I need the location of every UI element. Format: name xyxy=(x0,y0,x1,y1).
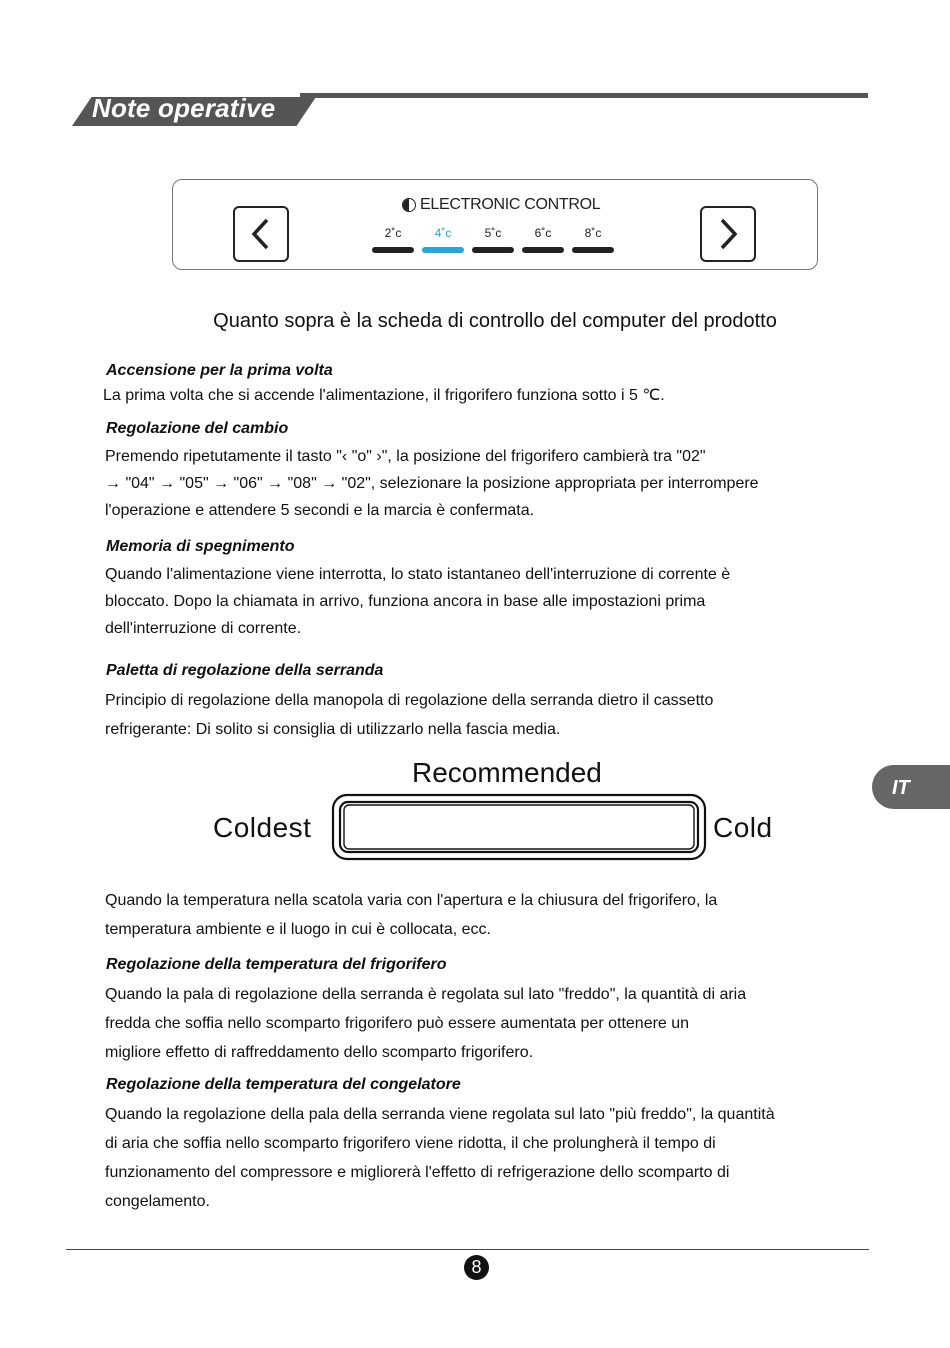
section-body-first-power xyxy=(103,382,833,409)
temp-bar xyxy=(472,247,514,253)
next-button[interactable] xyxy=(700,206,756,262)
temp-level-5[interactable] xyxy=(472,226,514,253)
section-title-first-power: Accensione per la prima volta xyxy=(106,362,333,379)
header-rule xyxy=(300,93,868,98)
temp-label: 2˚c xyxy=(384,226,402,240)
paragraph-line: funzionamento del compressore e migliorerà l'effetto di refrigerazione dello scomparto di xyxy=(105,1164,730,1181)
panel-caption: Quanto sopra è la scheda di controllo del computer del prodotto xyxy=(213,310,777,332)
section-body-freezer-temp xyxy=(105,1100,835,1216)
paragraph-line: La prima volta che si accende l'alimentazione, il frigorifero funziona sotto i 5 ℃. xyxy=(103,387,665,404)
paragraph-line: congelamento. xyxy=(105,1193,210,1210)
paragraph-line: fredda che soffia nello scomparto frigorifero può essere aumentata per ottenere un xyxy=(105,1015,690,1032)
section-title-damper: Paletta di regolazione della serranda xyxy=(106,662,384,679)
section-title-memory: Memoria di spegnimento xyxy=(106,538,295,555)
section-title-gear: Regolazione del cambio xyxy=(106,420,289,437)
section-body-after-damper xyxy=(105,886,835,944)
chevron-right-icon xyxy=(716,217,740,251)
paragraph-line: → "04" → "05" → "06" → "08" → "02", selezionare la posizione appropriata per interrompere xyxy=(105,475,759,492)
chevron-left-icon xyxy=(249,217,273,251)
page-number: 8 xyxy=(464,1255,489,1280)
temp-bar xyxy=(522,247,564,253)
temp-level-4[interactable] xyxy=(422,226,464,253)
paragraph-line: Premendo ripetutamente il tasto "‹ "o" ›", la posizione del frigorifero cambierà tra "02" xyxy=(105,448,706,465)
paragraph-line: refrigerante: Di solito si consiglia di utilizzarlo nella fascia media. xyxy=(105,721,561,738)
temp-level-8[interactable] xyxy=(572,226,614,253)
language-tab-label: IT xyxy=(892,777,910,799)
footer-rule xyxy=(66,1249,869,1250)
previous-button[interactable] xyxy=(233,206,289,262)
coldest-label: Coldest xyxy=(213,812,312,843)
paragraph-line: Quando la pala di regolazione della serranda è regolata sul lato "freddo", la quantità di aria xyxy=(105,986,747,1003)
temp-label: 6˚c xyxy=(534,226,552,240)
half-circle-icon xyxy=(402,198,416,212)
paragraph-line: dell'interruzione di corrente. xyxy=(105,620,302,637)
paragraph-line: Principio di regolazione della manopola di regolazione della serranda dietro il cassetto xyxy=(105,692,714,709)
temp-bar xyxy=(422,247,464,253)
temp-label: 4˚c xyxy=(434,226,452,240)
temp-level-6[interactable] xyxy=(522,226,564,253)
electronic-control-label: ELECTRONIC CONTROL xyxy=(420,196,601,213)
section-body-fridge-temp xyxy=(105,980,835,1067)
temperature-levels xyxy=(372,226,614,253)
section-body-memory xyxy=(105,561,835,642)
paragraph-line: Quando la regolazione della pala della serranda viene regolata sul lato "più freddo", la quantità xyxy=(105,1106,775,1123)
temp-level-2[interactable] xyxy=(372,226,414,253)
temp-bar xyxy=(572,247,614,253)
paragraph-line: l'operazione e attendere 5 secondi e la marcia è confermata. xyxy=(105,502,535,519)
recommended-label: Recommended xyxy=(412,757,602,788)
temp-label: 8˚c xyxy=(584,226,602,240)
temp-bar xyxy=(372,247,414,253)
section-body-damper xyxy=(105,686,835,744)
paragraph-line: Quando l'alimentazione viene interrotta, lo stato istantaneo dell'interruzione di corrente è xyxy=(105,566,731,583)
temp-label: 5˚c xyxy=(484,226,502,240)
language-tab xyxy=(872,765,950,809)
paragraph-line: bloccato. Dopo la chiamata in arrivo, funziona ancora in base alle impostazioni prima xyxy=(105,593,706,610)
section-title-fridge-temp: Regolazione della temperatura del frigorifero xyxy=(106,956,447,973)
paragraph-line: Quando la temperatura nella scatola varia con l'apertura e la chiusura del frigorifero, la xyxy=(105,892,718,909)
damper-slider-diagram xyxy=(330,792,708,862)
paragraph-line: di aria che soffia nello scomparto frigorifero viene ridotta, il che prolungherà il tempo di xyxy=(105,1135,716,1152)
section-title-freezer-temp: Regolazione della temperatura del congelatore xyxy=(106,1076,461,1093)
electronic-control-title xyxy=(402,196,600,214)
paragraph-line: temperatura ambiente e il luogo in cui è collocata, ecc. xyxy=(105,921,491,938)
cold-label: Cold xyxy=(713,812,773,843)
page-title: Note operative xyxy=(92,93,276,123)
paragraph-line: migliore effetto di raffreddamento dello scomparto frigorifero. xyxy=(105,1044,534,1061)
section-body-gear xyxy=(105,443,835,524)
